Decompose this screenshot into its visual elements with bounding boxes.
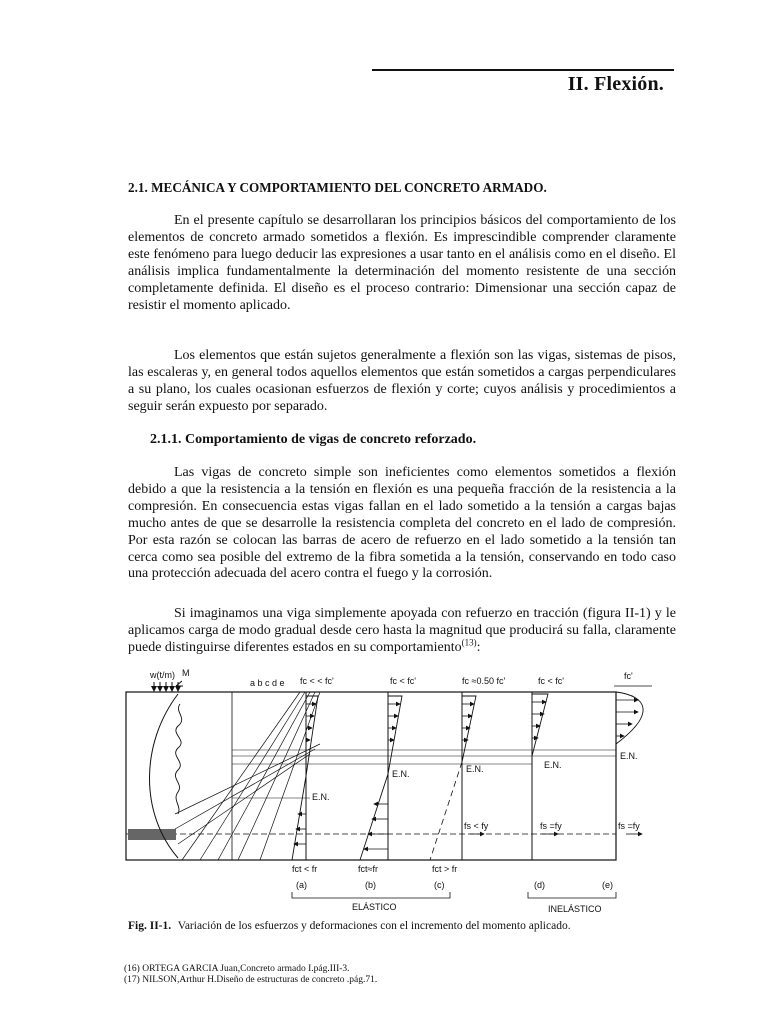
stage-a-arrows <box>294 704 316 844</box>
neutral-axis-label-a: E.N. <box>312 792 330 802</box>
footnote-reference: (13) <box>461 637 477 648</box>
figure-caption-text: Variación de los esfuerzos y deformaciones con el incremento del momento aplicado. <box>177 920 571 932</box>
figure-caption-label: Fig. II-1. <box>128 920 172 932</box>
stress-diagram <box>120 664 660 914</box>
crack-curve <box>175 704 181 814</box>
stage-letter-b: (b) <box>365 880 376 890</box>
stage-d-stress <box>532 694 548 756</box>
neutral-axis-label-e: E.N. <box>620 751 638 761</box>
stage-a-stress <box>292 696 318 860</box>
neutral-axis-bands <box>232 750 616 798</box>
stage-a-top-label: fc < < fc' <box>300 676 334 686</box>
header-rule <box>372 69 674 71</box>
stage-letter-c: (c) <box>434 880 445 890</box>
footnote-16: (16) ORTEGA GARCIA Juan,Concreto armado I.pág.III-3. <box>124 964 350 974</box>
stage-b-top-label: fc < fc' <box>390 676 416 686</box>
paragraph-intro: En el presente capítulo se desarrollaran los principios básicos del comportamiento de los elementos de concreto armado sometidos a flexión. Es imprescindible comprender claramente este fenómeno para luego deducir las expresiones a usar tanto en el análisis como en el diseño. El análisis implica fundamentalmente la determinación del momento resistente de una sección completamente definida. El diseño es el proceso contrario: Dimensionar una sección capaz de resistir el momento aplicado. <box>128 213 676 313</box>
stage-e-arrows <box>616 700 642 834</box>
chapter-title: II. Flexión. <box>567 73 664 95</box>
elastic-brace <box>292 892 450 898</box>
paragraph-loading-text: Si imaginamos una viga simplemente apoyada con refuerzo en tracción (figura II-1) y le aplicamos carga de modo gradual desde cero hasta la magnitud que producirá su falla, claramente puede distinguirse diferentes estados en su comportamiento <box>128 606 676 655</box>
inelastic-brace <box>528 892 616 898</box>
stage-c-top-label: fc ≈0.50 fc' <box>462 676 506 686</box>
steel-label-c: fs < fy <box>464 821 489 831</box>
footnote-17: (17) NILSON,Arthur H.Diseño de estructuras de concreto .pág.71. <box>124 975 378 985</box>
stage-c-crack <box>430 762 462 860</box>
moment-label: M <box>182 668 190 678</box>
stage-e-top-label: fc' <box>624 671 633 681</box>
steel-label-e: fs =fy <box>618 821 640 831</box>
stage-c-stress <box>462 696 476 762</box>
strain-curve-letters: a b c d e <box>250 678 285 688</box>
moment-arrow-icon <box>176 681 183 686</box>
stage-letter-e: (e) <box>602 880 613 890</box>
stage-b-bottom-label: fct≈fr <box>358 864 378 874</box>
stage-letter-a: (a) <box>296 880 307 890</box>
stage-a-bottom-label: fct < fr <box>292 864 318 874</box>
figure-caption <box>128 920 571 932</box>
elastic-group-label: ELÁSTICO <box>352 902 397 912</box>
neutral-axis-label-d: E.N. <box>544 760 562 770</box>
distributed-load-arrows <box>154 682 178 691</box>
paragraph-loading <box>128 606 676 657</box>
load-label: w(t/m) <box>150 670 175 680</box>
stage-letter-d: (d) <box>534 880 545 890</box>
inelastic-group-label: INELÁSTICO <box>548 904 602 914</box>
reinforcement-bar <box>128 829 176 840</box>
figure-ii-1 <box>120 664 660 914</box>
paragraph-loading-colon: : <box>476 639 481 655</box>
paragraph-elements: Los elementos que están sujetos generalmente a flexión son las vigas, sistemas de pisos, las escaleras y, en general todos aquellos elementos que están sometidos a cargas perpendiculares a su plano, los cuales ocasionan esfuerzos de flexión y corte; cuyos análisis y procedimientos a seguir serán expuesto por separado. <box>128 348 676 414</box>
steel-label-d: fs =fy <box>540 821 562 831</box>
paragraph-beams: Las vigas de concreto simple son ineficientes como elementos sometidos a flexión debido a que la resistencia a la tensión en flexión es una pequeña fracción de la resistencia a la compresión. En consecuencia estas vigas fallan en el lado sometido a la tensión a cargas bajas mucho antes de que se desarrolle la resistencia completa del concreto en el lado de compresión. Por esta razón se colocan las barras de acero de refuerzo en el lado sometido a la tensión tan cerca como sea posible del extremo de la fibra sometida a la tensión, conservando en todo caso una protección adecuada del acero contra el fuego y la corrosión. <box>128 465 676 582</box>
neutral-axis-label-c: E.N. <box>466 764 484 774</box>
section-heading: 2.1. MECÁNICA Y COMPORTAMIENTO DEL CONCRETO ARMADO. <box>128 180 547 195</box>
stage-c-bottom-label: fct > fr <box>432 864 458 874</box>
neutral-axis-label-b: E.N. <box>392 769 410 779</box>
stage-d-top-label: fc < fc' <box>538 676 564 686</box>
footnotes <box>124 964 377 986</box>
subsection-heading: 2.1.1. Comportamiento de vigas de concreto reforzado. <box>150 432 477 447</box>
strain-lines <box>175 692 320 860</box>
